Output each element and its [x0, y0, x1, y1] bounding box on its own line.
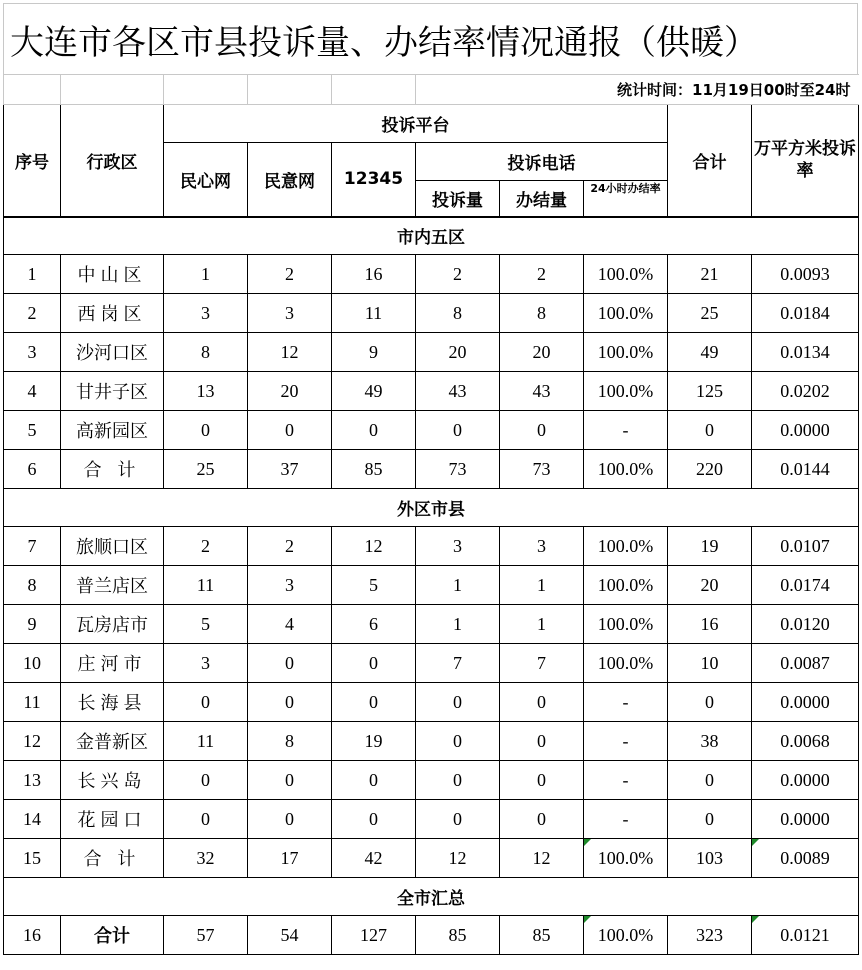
cell-minxin: 3 [164, 294, 248, 333]
cell-minyi: 54 [248, 916, 332, 955]
cell-district: 沙河口区 [61, 333, 164, 372]
cell-minyi: 8 [248, 722, 332, 761]
cell-per-area: 0.0202 [752, 372, 859, 411]
cell-total: 10 [668, 644, 752, 683]
cell-minyi: 0 [248, 761, 332, 800]
cell-note-marker-icon [752, 916, 759, 923]
cell-total: 16 [668, 605, 752, 644]
table-row [4, 333, 859, 372]
cell-resolved: 85 [500, 916, 584, 955]
cell-minyi: 3 [248, 294, 332, 333]
cell-minxin: 2 [164, 527, 248, 566]
cell-hotline: 11 [332, 294, 416, 333]
stat-time: 统计时间：11月19日00时至24时 [416, 75, 859, 105]
cell-minyi: 20 [248, 372, 332, 411]
cell-total: 21 [668, 255, 752, 294]
cell-note-marker-icon [584, 916, 591, 923]
cell-per-area: 0.0000 [752, 761, 859, 800]
header-minxin: 民心网 [164, 143, 248, 217]
cell-complaints: 0 [416, 683, 500, 722]
table-row [4, 683, 859, 722]
cell-seq: 1 [4, 255, 61, 294]
cell-resolved: 1 [500, 566, 584, 605]
table-row [4, 372, 859, 411]
report-sheet [3, 3, 858, 955]
cell-total: 220 [668, 450, 752, 489]
table-row [4, 566, 859, 605]
cell-per-area: 0.0134 [752, 333, 859, 372]
header-platform: 投诉平台 [164, 105, 668, 143]
cell-complaints: 1 [416, 605, 500, 644]
cell-rate: - [584, 800, 668, 839]
cell-seq: 12 [4, 722, 61, 761]
cell-complaints: 1 [416, 566, 500, 605]
cell-hotline: 9 [332, 333, 416, 372]
cell-minxin: 57 [164, 916, 248, 955]
header-rate24: 24小时办结率 [584, 181, 668, 217]
cell-per-area: 0.0093 [752, 255, 859, 294]
header-resolved: 办结量 [500, 181, 584, 217]
header-row-1 [4, 105, 859, 143]
cell-rate: 100.0% [584, 333, 668, 372]
cell-resolved: 7 [500, 644, 584, 683]
cell-hotline: 0 [332, 683, 416, 722]
cell-district: 花园口 [61, 800, 164, 839]
cell-minxin: 11 [164, 722, 248, 761]
cell-rate: 100.0% [584, 255, 668, 294]
cell-seq: 8 [4, 566, 61, 605]
cell-resolved: 43 [500, 372, 584, 411]
cell-minxin: 8 [164, 333, 248, 372]
cell-rate: 100.0% [584, 566, 668, 605]
cell-hotline: 0 [332, 644, 416, 683]
section-row [4, 217, 859, 255]
cell-seq: 13 [4, 761, 61, 800]
cell-per-area: 0.0068 [752, 722, 859, 761]
cell-district: 甘井子区 [61, 372, 164, 411]
cell-resolved: 73 [500, 450, 584, 489]
cell-total: 0 [668, 683, 752, 722]
cell-district: 长海县 [61, 683, 164, 722]
cell-resolved: 0 [500, 761, 584, 800]
cell-per-area: 0.0184 [752, 294, 859, 333]
cell-minyi: 0 [248, 644, 332, 683]
cell-seq: 7 [4, 527, 61, 566]
cell-complaints: 0 [416, 761, 500, 800]
cell-minxin: 5 [164, 605, 248, 644]
cell-resolved: 12 [500, 839, 584, 878]
cell-hotline: 12 [332, 527, 416, 566]
header-seq: 序号 [4, 105, 61, 217]
cell-seq: 5 [4, 411, 61, 450]
cell-hotline: 49 [332, 372, 416, 411]
cell-hotline: 0 [332, 761, 416, 800]
cell-district: 旅顺口区 [61, 527, 164, 566]
cell-per-area: 0.0121 [752, 916, 859, 955]
cell-district: 瓦房店市 [61, 605, 164, 644]
section-title: 全市汇总 [4, 878, 859, 916]
cell-complaints: 8 [416, 294, 500, 333]
section-row [4, 878, 859, 916]
cell-seq: 9 [4, 605, 61, 644]
cell-hotline: 127 [332, 916, 416, 955]
cell-minxin: 0 [164, 411, 248, 450]
header-phone: 投诉电话 [416, 143, 668, 181]
cell-complaints: 85 [416, 916, 500, 955]
cell-per-area: 0.0000 [752, 800, 859, 839]
table-row [4, 644, 859, 683]
cell-complaints: 12 [416, 839, 500, 878]
cell-seq: 16 [4, 916, 61, 955]
cell-seq: 14 [4, 800, 61, 839]
cell-complaints: 43 [416, 372, 500, 411]
cell-per-area: 0.0144 [752, 450, 859, 489]
cell-resolved: 0 [500, 722, 584, 761]
report-title: 大连市各区市县投诉量、办结率情况通报（供暖） [3, 3, 858, 74]
cell-complaints: 3 [416, 527, 500, 566]
cell-resolved: 3 [500, 527, 584, 566]
cell-minxin: 32 [164, 839, 248, 878]
cell-district: 合 计 [61, 450, 164, 489]
header-minyi: 民意网 [248, 143, 332, 217]
cell-complaints: 20 [416, 333, 500, 372]
cell-hotline: 5 [332, 566, 416, 605]
cell-note-marker-icon [752, 839, 759, 846]
cell-minyi: 37 [248, 450, 332, 489]
cell-per-area: 0.0089 [752, 839, 859, 878]
cell-rate: - [584, 722, 668, 761]
cell-district: 合计 [61, 916, 164, 955]
cell-rate: 100.0% [584, 916, 668, 955]
cell-total: 0 [668, 800, 752, 839]
cell-seq: 11 [4, 683, 61, 722]
cell-minxin: 0 [164, 683, 248, 722]
cell-rate: 100.0% [584, 450, 668, 489]
header-total: 合计 [668, 105, 752, 217]
cell-total: 25 [668, 294, 752, 333]
cell-complaints: 2 [416, 255, 500, 294]
cell-minyi: 2 [248, 527, 332, 566]
cell-minxin: 25 [164, 450, 248, 489]
cell-minyi: 17 [248, 839, 332, 878]
section-title: 市内五区 [4, 217, 859, 255]
cell-complaints: 0 [416, 800, 500, 839]
cell-hotline: 42 [332, 839, 416, 878]
header-hotline: 12345 [332, 143, 416, 217]
cell-resolved: 20 [500, 333, 584, 372]
cell-per-area: 0.0087 [752, 644, 859, 683]
cell-total: 125 [668, 372, 752, 411]
cell-resolved: 1 [500, 605, 584, 644]
cell-minyi: 2 [248, 255, 332, 294]
cell-rate: - [584, 411, 668, 450]
cell-hotline: 0 [332, 411, 416, 450]
stat-time-row [4, 75, 859, 105]
table-row [4, 527, 859, 566]
cell-rate: 100.0% [584, 605, 668, 644]
cell-per-area: 0.0107 [752, 527, 859, 566]
cell-complaints: 0 [416, 411, 500, 450]
cell-per-area: 0.0174 [752, 566, 859, 605]
cell-minyi: 3 [248, 566, 332, 605]
cell-district: 合 计 [61, 839, 164, 878]
cell-minxin: 3 [164, 644, 248, 683]
cell-district: 庄河市 [61, 644, 164, 683]
cell-rate: 100.0% [584, 839, 668, 878]
cell-hotline: 0 [332, 800, 416, 839]
cell-total: 0 [668, 411, 752, 450]
subtotal-row [4, 916, 859, 955]
header-district: 行政区 [61, 105, 164, 217]
table-row [4, 605, 859, 644]
cell-per-area: 0.0000 [752, 411, 859, 450]
cell-rate: 100.0% [584, 294, 668, 333]
subtotal-row [4, 450, 859, 489]
cell-total: 19 [668, 527, 752, 566]
report-table [3, 74, 859, 955]
cell-rate: 100.0% [584, 527, 668, 566]
cell-minxin: 1 [164, 255, 248, 294]
cell-complaints: 73 [416, 450, 500, 489]
cell-seq: 3 [4, 333, 61, 372]
section-row [4, 489, 859, 527]
cell-seq: 2 [4, 294, 61, 333]
cell-per-area: 0.0000 [752, 683, 859, 722]
table-row [4, 255, 859, 294]
cell-total: 0 [668, 761, 752, 800]
cell-district: 普兰店区 [61, 566, 164, 605]
cell-resolved: 2 [500, 255, 584, 294]
cell-minyi: 0 [248, 800, 332, 839]
cell-total: 103 [668, 839, 752, 878]
cell-seq: 10 [4, 644, 61, 683]
cell-resolved: 0 [500, 683, 584, 722]
cell-total: 49 [668, 333, 752, 372]
cell-complaints: 0 [416, 722, 500, 761]
cell-seq: 6 [4, 450, 61, 489]
cell-rate: 100.0% [584, 372, 668, 411]
cell-total: 323 [668, 916, 752, 955]
cell-rate: - [584, 683, 668, 722]
cell-district: 高新园区 [61, 411, 164, 450]
cell-resolved: 0 [500, 800, 584, 839]
table-row [4, 761, 859, 800]
section-title: 外区市县 [4, 489, 859, 527]
header-complaints: 投诉量 [416, 181, 500, 217]
cell-total: 38 [668, 722, 752, 761]
cell-district: 长兴岛 [61, 761, 164, 800]
cell-minyi: 0 [248, 411, 332, 450]
cell-minxin: 11 [164, 566, 248, 605]
cell-minxin: 13 [164, 372, 248, 411]
cell-minxin: 0 [164, 800, 248, 839]
cell-resolved: 0 [500, 411, 584, 450]
header-per-area: 万平方米投诉率 [752, 105, 859, 217]
cell-district: 金普新区 [61, 722, 164, 761]
cell-district: 中山区 [61, 255, 164, 294]
table-row [4, 294, 859, 333]
cell-complaints: 7 [416, 644, 500, 683]
cell-seq: 4 [4, 372, 61, 411]
cell-seq: 15 [4, 839, 61, 878]
cell-hotline: 6 [332, 605, 416, 644]
cell-per-area: 0.0120 [752, 605, 859, 644]
cell-resolved: 8 [500, 294, 584, 333]
table-row [4, 800, 859, 839]
cell-hotline: 19 [332, 722, 416, 761]
cell-total: 20 [668, 566, 752, 605]
cell-rate: 100.0% [584, 644, 668, 683]
cell-hotline: 16 [332, 255, 416, 294]
cell-minyi: 0 [248, 683, 332, 722]
cell-hotline: 85 [332, 450, 416, 489]
cell-minyi: 12 [248, 333, 332, 372]
table-row [4, 411, 859, 450]
cell-rate: - [584, 761, 668, 800]
cell-note-marker-icon [584, 839, 591, 846]
cell-minyi: 4 [248, 605, 332, 644]
cell-district: 西岗区 [61, 294, 164, 333]
subtotal-row [4, 839, 859, 878]
cell-minxin: 0 [164, 761, 248, 800]
table-row [4, 722, 859, 761]
